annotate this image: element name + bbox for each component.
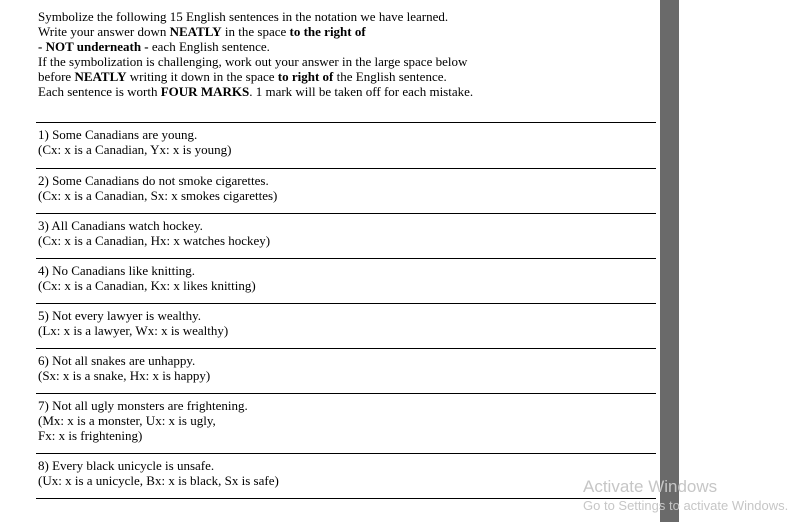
activation-watermark (583, 477, 788, 514)
instruction-emphasis: to the right of (289, 24, 366, 39)
sentence-text: 6) Not all snakes are unhappy. (38, 353, 196, 368)
divider-line (36, 258, 656, 259)
sentence-text: 4) No Canadians like knitting. (38, 263, 196, 278)
symbol-key: (Cx: x is a Canadian, Sx: x smokes cigarettes) (38, 188, 278, 203)
instruction-emphasis: - NOT underneath - (38, 39, 149, 54)
symbol-key: (Cx: x is a Canadian, Yx: x is young) (38, 142, 232, 157)
sentence-text: 7) Not all ugly monsters are frightening. (38, 398, 248, 413)
instruction-text: If the symbolization is challenging, work out your answer in the large space below (38, 54, 468, 69)
instruction-line-1 (38, 9, 638, 24)
symbol-key: Fx: x is frightening) (38, 428, 143, 443)
sentence-text: 5) Not every lawyer is wealthy. (38, 308, 202, 323)
symbol-key: (Ux: x is a unicycle, Bx: x is black, Sx is safe) (38, 473, 279, 488)
instruction-line-6 (38, 84, 638, 99)
symbol-key: (Cx: x is a Canadian, Hx: x watches hockey) (38, 233, 271, 248)
instruction-emphasis: NEATLY (169, 24, 222, 39)
instruction-text: writing it down in the space (126, 69, 278, 84)
sentence-item (38, 353, 638, 383)
symbol-key: (Lx: x is a lawyer, Wx: x is wealthy) (38, 323, 229, 338)
sentence-item (38, 173, 638, 203)
instruction-text: Each sentence is worth (38, 84, 161, 99)
sentence-text: 8) Every black unicycle is unsafe. (38, 458, 215, 473)
instruction-emphasis: NEATLY (74, 69, 127, 84)
divider-line (36, 303, 656, 304)
sentence-item (38, 218, 638, 248)
instruction-text: each English sentence. (148, 39, 270, 54)
instruction-line-3 (38, 39, 638, 54)
instruction-text: Symbolize the following 15 English sentences in the notation we have learned. (38, 9, 449, 24)
divider-line (36, 453, 656, 454)
instruction-text: Write your answer down (38, 24, 170, 39)
viewer-background (660, 0, 679, 522)
instruction-text: the English sentence. (333, 69, 447, 84)
divider-line (36, 213, 656, 214)
sentence-item (38, 398, 638, 443)
sentence-item (38, 127, 638, 157)
watermark-title: Activate Windows (583, 477, 718, 496)
sentence-item (38, 458, 638, 488)
instruction-text: . 1 mark will be taken off for each mistake. (249, 84, 474, 99)
divider-line (36, 122, 656, 123)
symbol-key: (Cx: x is a Canadian, Kx: x likes knitting) (38, 278, 256, 293)
instructions (38, 9, 638, 99)
sentence-text: 1) Some Canadians are young. (38, 127, 198, 142)
sentence-text: 2) Some Canadians do not smoke cigarettes. (38, 173, 269, 188)
sentence-item (38, 308, 638, 338)
instruction-emphasis: FOUR MARKS (160, 84, 250, 99)
instruction-line-4 (38, 54, 638, 69)
watermark-subtitle: Go to Settings to activate Windows. (583, 498, 788, 513)
instruction-line-2 (38, 24, 638, 39)
instruction-text: before (38, 69, 75, 84)
divider-line (36, 498, 656, 499)
sentence-text: 3) All Canadians watch hockey. (38, 218, 203, 233)
divider-line (36, 168, 656, 169)
instruction-emphasis: to right of (277, 69, 334, 84)
instruction-text: in the space (221, 24, 290, 39)
symbol-key: (Mx: x is a monster, Ux: x is ugly, (38, 413, 216, 428)
symbol-key: (Sx: x is a snake, Hx: x is happy) (38, 368, 211, 383)
instruction-line-5 (38, 69, 638, 84)
divider-line (36, 348, 656, 349)
divider-line (36, 393, 656, 394)
sentence-item (38, 263, 638, 293)
